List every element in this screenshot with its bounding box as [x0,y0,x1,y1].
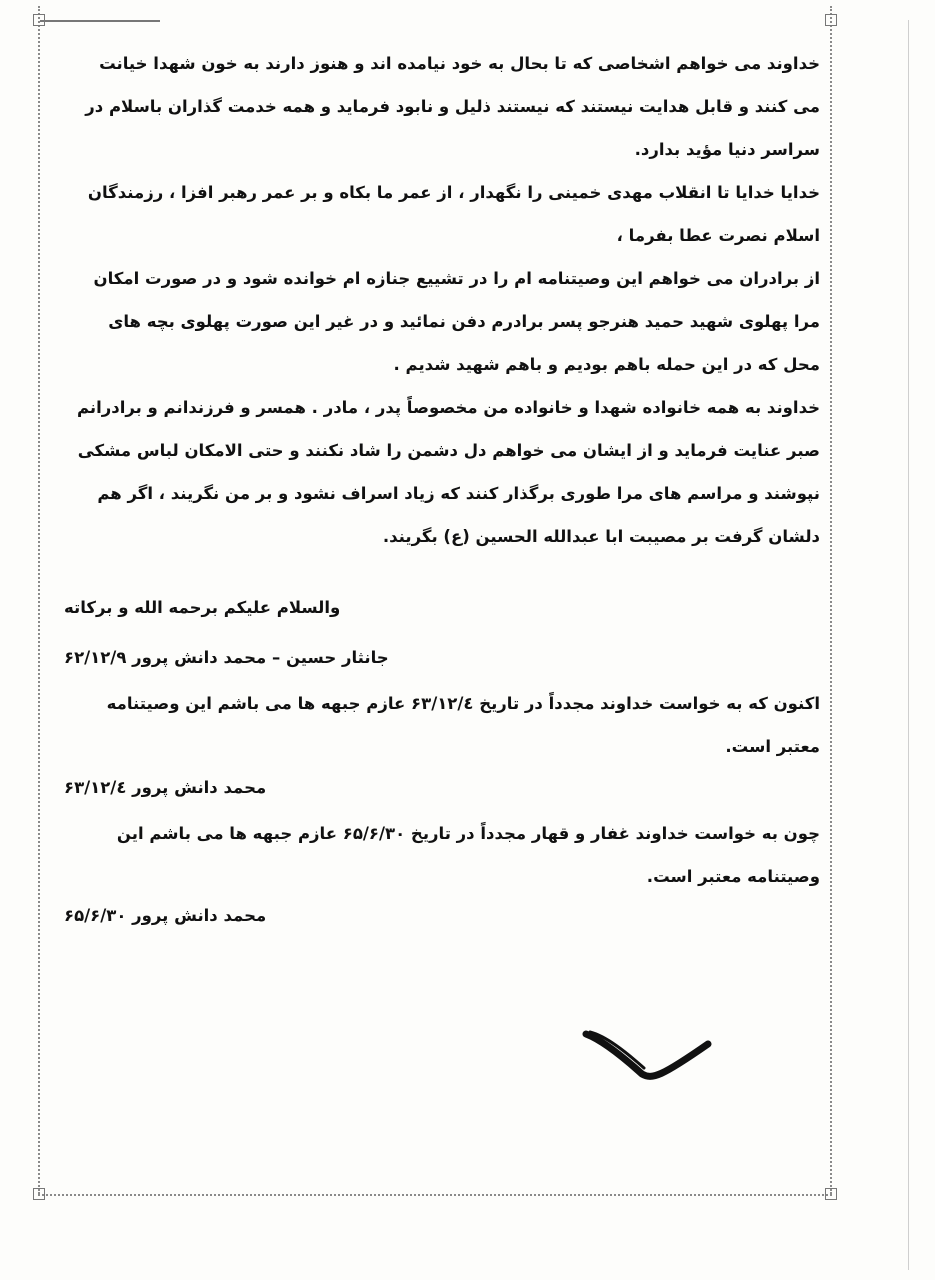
addendum-line: معتبر است. [725,737,820,756]
body-line: محل که در این حمله باهم بودیم و باهم شهید شدیم . [393,355,820,374]
border-bottom [38,1194,832,1196]
corner-ornament [825,14,837,26]
body-line: خدایا خدایا تا انقلاب مهدی خمینی را نگهدار ، از عمر ما بکاه و بر عمر رهبر افزا ، رزمندگان [87,183,820,202]
addendum-1-signature: محمد دانش پرور ۶۳/۱۲/٤ [64,778,267,797]
addendum-2-text [100,812,820,898]
body-line: سراسر دنیا مؤید بدارد. [634,140,820,159]
corner-ornament [825,1188,837,1200]
page-edge-line [908,20,909,1270]
body-line: خداوند به همه خانواده شهدا و خانواده من مخصوصاً پدر ، مادر . همسر و فرزندانم و برادرانم [76,398,820,417]
body-line: از برادران می خواهم این وصیتنامه ام را در تشییع جنازه ام خوانده شود و در صورت امکان [93,269,820,288]
body-line: صبر عنایت فرماید و از ایشان می خواهم دل دشمن را شاد نکنند و حتی الامکان لباس مشکی [77,441,820,460]
body-line: می کنند و قابل هدایت نیستند که نیستند ذلیل و نابود فرماید و همه خدمت گذاران باسلام در [85,97,820,116]
border-right [830,6,832,1194]
body-line: خداوند می خواهم اشخاصی که تا بحال به خود نیامده اند و هنوز دارند به خون شهدا خیانت [99,54,820,73]
signature-line-1: جانثار حسین – محمد دانش پرور ۶۲/۱۲/۹ [64,648,389,667]
addendum-line: اکنون که به خواست خداوند مجدداً در تاریخ ۶۳/۱۲/٤ عازم جبهه ها می باشم این وصیتنامه [106,694,820,713]
addendum-2-signature: محمد دانش پرور ۶۵/۶/۳۰ [64,906,267,925]
addendum-line: چون به خواست خداوند غفار و قهار مجدداً در تاریخ ۶۵/۶/۳۰ عازم جبهه ها می باشم این [116,824,820,843]
addendum-line: وصیتنامه معتبر است. [646,867,820,886]
border-top [40,20,160,22]
addendum-1-text [70,682,820,768]
body-line: نپوشند و مراسم های مرا طوری برگذار کنند که زیاد اسراف نشود و بر من نگریند ، اگر هم [97,484,820,503]
border-left [38,6,40,1194]
will-body-text [48,42,820,558]
body-line: اسلام نصرت عطا بفرما ، [616,226,820,245]
corner-ornament [33,1188,45,1200]
closing-greeting: والسلام علیکم برحمه الله و برکاته [64,598,341,617]
handwritten-signature [582,1026,712,1086]
body-line: دلشان گرفت بر مصیبت ابا عبدالله الحسین (ع) بگریند. [382,527,820,546]
corner-ornament [33,14,45,26]
body-line: مرا پهلوی شهید حمید هنرجو پسر برادرم دفن نمائید و در غیر این صورت پهلوی بچه های [108,312,820,331]
